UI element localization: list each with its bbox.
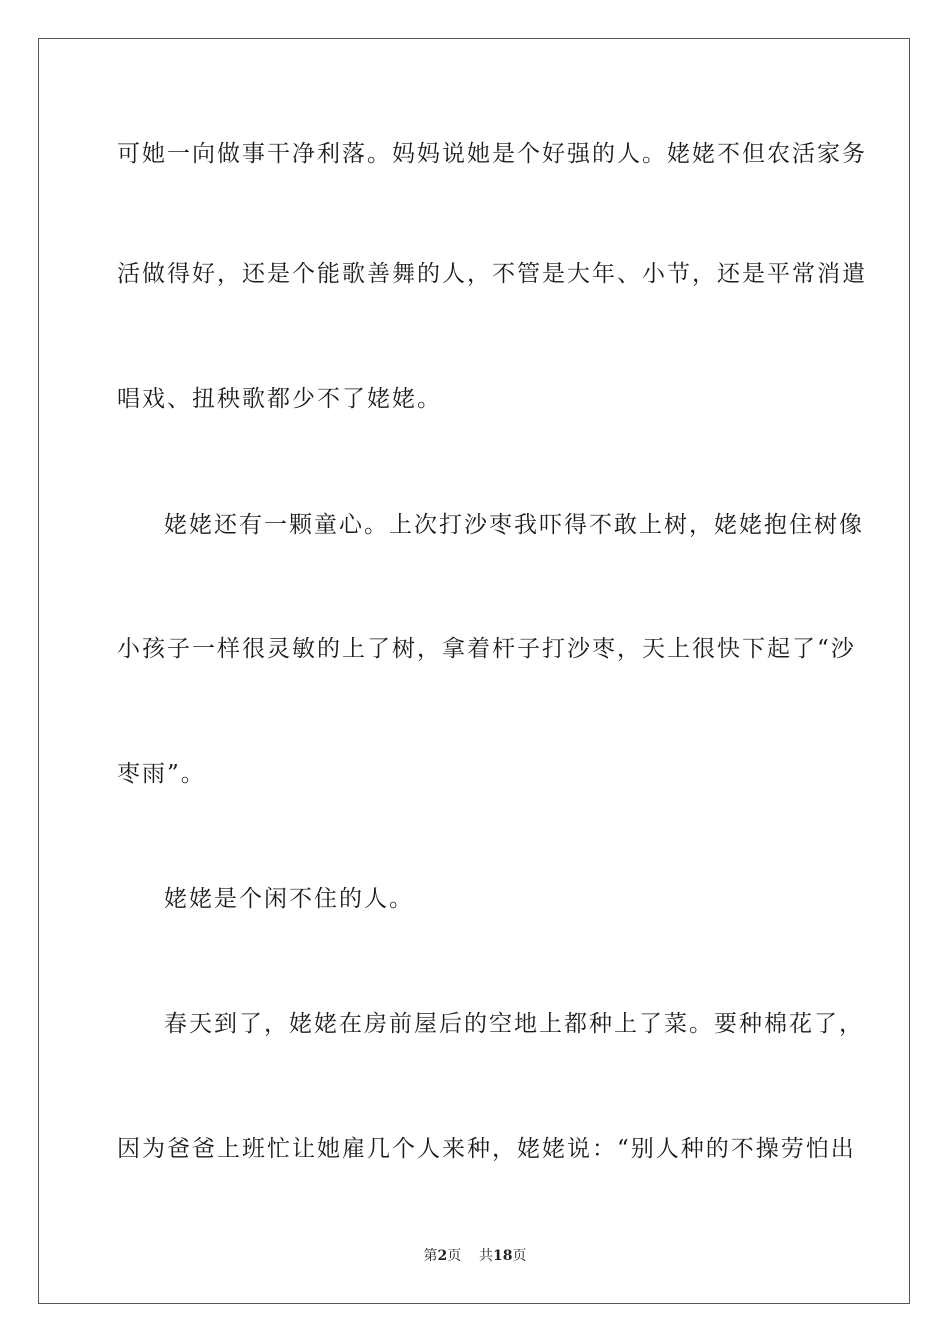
text-line-2: 活做得好，还是个能歌善舞的人，不管是大年、小节，还是平常消遣: [117, 261, 867, 287]
text-line-6: 枣雨”。: [117, 761, 206, 787]
text-line-9: 因为爸爸上班忙让她雇几个人来种，姥姥说：“别人种的不操劳怕出: [117, 1136, 856, 1162]
text-line-8: 春天到了，姥姥在房前屋后的空地上都种上了菜。要种棉花了，: [164, 1011, 864, 1037]
text-line-4: 姥姥还有一颗童心。上次打沙枣我吓得不敢上树，姥姥抱住树像: [164, 512, 864, 538]
page-suffix: 页: [447, 1248, 462, 1264]
page-footer: [0, 1246, 950, 1266]
total-suffix: 页: [512, 1248, 527, 1264]
total-pages: 18: [493, 1248, 513, 1264]
text-line-1: 可她一向做事干净利落。妈妈说她是个好强的人。姥姥不但农活家务: [117, 141, 867, 167]
page-prefix: 第: [423, 1248, 438, 1264]
text-line-3: 唱戏、扭秧歌都少不了姥姥。: [117, 386, 442, 412]
text-line-7: 姥姥是个闲不住的人。: [164, 886, 414, 912]
page-border: [38, 38, 910, 1304]
total-prefix: 共: [479, 1248, 494, 1264]
text-line-5: 小孩子一样很灵敏的上了树，拿着杆子打沙枣，天上很快下起了“沙: [117, 636, 856, 662]
page-number: 2: [437, 1248, 448, 1264]
